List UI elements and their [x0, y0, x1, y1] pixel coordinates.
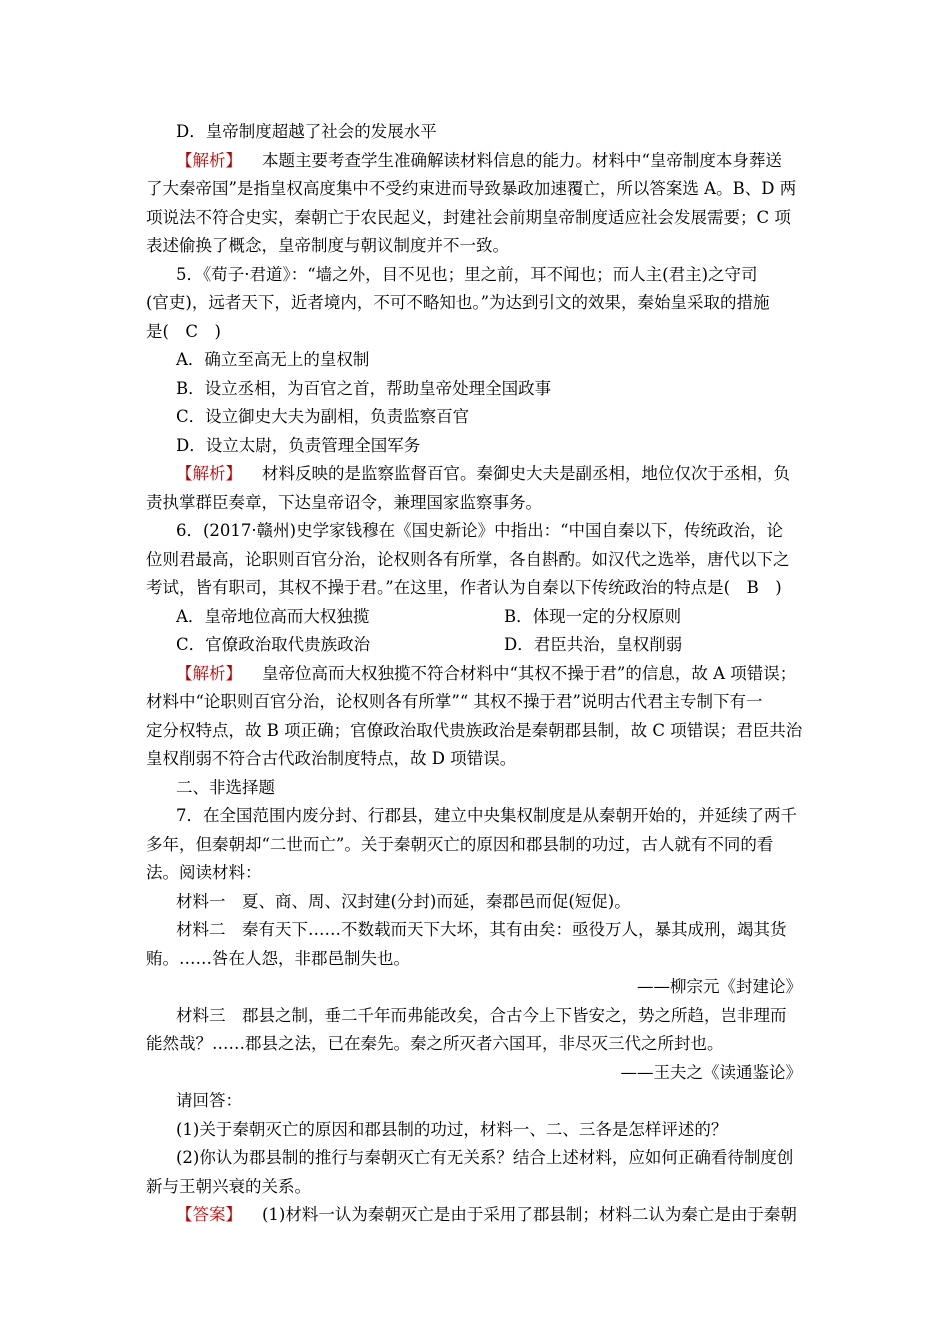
q4-analysis-line: 了大秦帝国”是指皇权高度集中不受约束进而导致暴政加速覆亡，所以答案选 A。B、D 两: [146, 179, 797, 198]
q5-stem-line: (官吏)，远者天下，近者境内，不可不略知也。”为达到引文的效果，秦始皇采取的措施: [146, 293, 770, 312]
material-one: 材料一 夏、商、周、汉封建(分封)而延，秦郡邑而促(短促)。: [176, 891, 631, 911]
q6-analysis-line: 【解析】 皇帝位高而大权独揽不符合材料中“其权不操于君”的信息，故 A 项错误；: [176, 663, 797, 683]
q6-option-d: D．君臣共治，皇权削弱: [504, 635, 683, 654]
analysis-tag: 【解析】: [176, 464, 242, 483]
q7-prompt: 请回答：: [176, 1091, 242, 1110]
material-three-line: 材料三 郡县之制，垂二千年而弗能改矣，合古今上下皆安之，势之所趋，岂非理而: [176, 1005, 787, 1025]
q5-option-c: C．设立御史大夫为副相，负责监察百官: [176, 407, 470, 426]
q6-stem-line: 位则君最高，论职则百官分治，论权则各有所掌，各自斟酌。如汉代之选举，唐代以下之: [146, 549, 790, 569]
q6-stem-line: 6．(2017·赣州)史学家钱穆在《国史新论》中指出：“中国自秦以下，传统政治，论: [176, 521, 784, 540]
q4-option-d: D．皇帝制度超越了社会的发展水平: [176, 122, 437, 141]
q5-stem-line: 5．《荀子·君道》：“墙之外，目不见也；里之前，耳不闻也；而人主(君主)之守司: [176, 264, 758, 284]
q5-option-d: D．设立太尉，负责管理全国军务: [176, 435, 421, 455]
q7-stem-line: 多年，但秦朝却“二世而亡”。关于秦朝灭亡的原因和郡县制的功过，古人就有不同的看: [146, 834, 774, 854]
q4-analysis-line: 【解析】 本题主要考查学生准确解读材料信息的能力。材料中“皇帝制度本身葬送: [176, 150, 782, 170]
q6-stem-line: 考试，皆有职司，其权不操于君。”在这里，作者认为自秦以下传统政治的特点是( B ): [146, 578, 782, 597]
q6-analysis-line: 皇权削弱不符合古代政治制度特点，故 D 项错误。: [146, 749, 517, 768]
q6-option-b: B．体现一定的分权原则: [504, 606, 682, 626]
q6-analysis-line: 定分权特点，故 B 项正确；官僚政治取代贵族政治是秦朝郡县制，故 C 项错误；君臣共治: [146, 720, 803, 740]
answer-tag: 【答案】: [176, 1205, 242, 1224]
q7-sub-question-2-line: (2)你认为郡县制的推行与秦朝灭亡有无关系？结合上述材料，应如何正确看待制度创: [176, 1148, 794, 1167]
q6-analysis-line: 材料中“论职则百官分治，论权则各有所掌”“ 其权不操于君”说明古代君主专制下有一: [146, 692, 763, 711]
q4-analysis-line: 项说法不符合史实，秦朝亡于农民起义，封建社会前期皇帝制度适应社会发展需要；C 项: [146, 207, 791, 227]
q5-analysis-line: 【解析】 材料反映的是监察监督百官。秦御史大夫是副丞相，地位仅次于丞相，负: [176, 464, 790, 483]
q6-option-a: A．皇帝地位高而大权独揽: [176, 606, 370, 626]
material-two-line: 材料二 秦有天下……不数载而天下大坏，其有由矣：亟役万人，暴其成刑，竭其货: [176, 920, 787, 939]
q7-stem-line: 法。阅读材料：: [146, 863, 262, 882]
analysis-tag: 【解析】: [176, 663, 242, 683]
section-title: 二、非选择题: [176, 777, 275, 797]
q5-analysis-line: 责执掌群臣奏章，下达皇帝诏令，兼理国家监察事务。: [146, 492, 542, 512]
material-two-source: ——柳宗元《封建论》: [637, 977, 802, 996]
material-two-line: 贿。……咎在人怨，非郡邑制失也。: [146, 948, 410, 968]
document-content: [146, 118, 810, 1230]
q6-options-row: [146, 631, 810, 660]
material-three-source: ——王夫之《读通鉴论》: [620, 1062, 802, 1082]
q7-answer-line: 【答案】 (1)材料一认为秦朝灭亡是由于采用了郡县制；材料二认为秦亡是由于秦朝: [176, 1205, 797, 1224]
q5-option-a: A．确立至高无上的皇权制: [176, 350, 370, 369]
q4-analysis-line: 表述偷换了概念，皇帝制度与朝议制度并不一致。: [146, 236, 509, 255]
q6-options-row: [146, 603, 810, 632]
q6-option-c: C．官僚政治取代贵族政治: [176, 635, 371, 654]
material-three-line: 能然哉？……郡县之法，已在秦先。秦之所灭者六国耳，非尽灭三代之所封也。: [146, 1034, 724, 1053]
q7-sub-question-2-line: 新与王朝兴衰的关系。: [146, 1176, 311, 1196]
q7-stem-line: 7．在全国范围内废分封、行郡县，建立中央集权制度是从秦朝开始的，并延续了两千: [176, 806, 797, 825]
q7-sub-question-1: (1)关于秦朝灭亡的原因和郡县制的功过，材料一、二、三各是怎样评述的？: [176, 1119, 728, 1139]
analysis-tag: 【解析】: [176, 150, 242, 170]
q5-stem-line: 是( C ): [146, 321, 221, 341]
q5-option-b: B．设立丞相，为百官之首，帮助皇帝处理全国政事: [176, 378, 552, 398]
